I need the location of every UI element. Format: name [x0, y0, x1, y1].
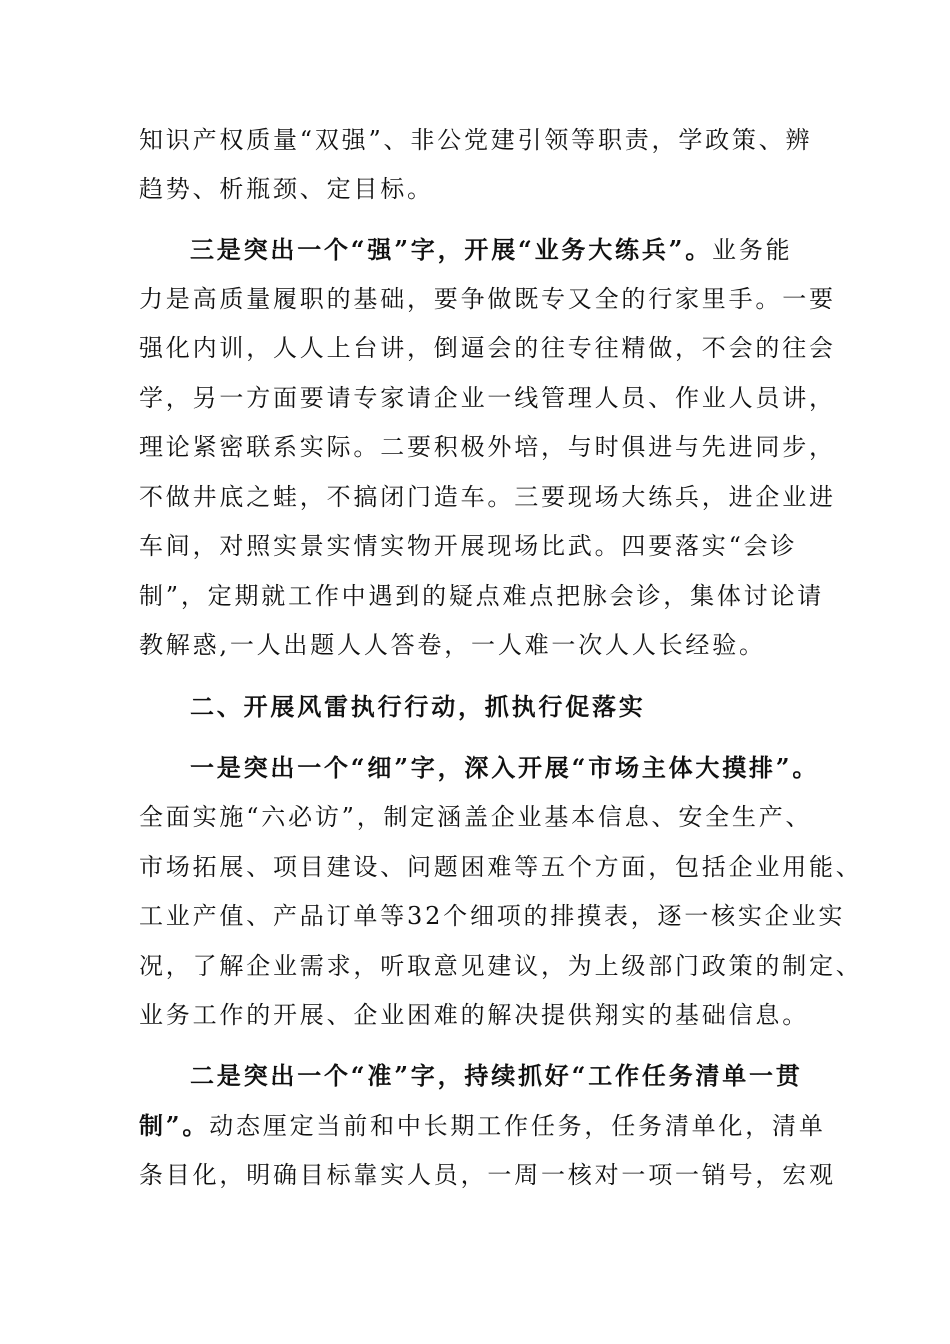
text-line [139, 579, 839, 613]
text-line [139, 480, 839, 514]
text-line [139, 850, 863, 884]
text-line [139, 998, 839, 1032]
text-line [139, 628, 839, 662]
text-line [139, 430, 839, 464]
text-line [190, 1059, 840, 1093]
text-run: 学，另一方面要请专家请企业一线管理人员、作业人员讲， [139, 384, 836, 412]
text-line [139, 800, 839, 834]
text-line [190, 751, 840, 785]
text-run: 业务能 [712, 236, 793, 264]
text-run: 况，了解企业需求，听取意见建议，为上级部门政策的制定、 [139, 952, 863, 980]
text-run: 趋势、析瓶颈、定目标。 [139, 175, 434, 203]
bold-heading-run: 一是突出一个“细”字，深入开展“市场主体大摸排”。 [190, 753, 820, 782]
text-line [139, 1109, 839, 1143]
text-run: 动态厘定当前和中长期工作任务，任务清单化，清单 [209, 1112, 826, 1140]
text-line [139, 1158, 839, 1192]
text-run: 理论紧密联系实际。二要积极外培，与时俱进与先进同步， [139, 433, 836, 461]
text-line [139, 123, 839, 157]
text-line [139, 529, 839, 563]
text-line [139, 949, 863, 983]
text-run: 全面实施“六必访”，制定涵盖企业基本信息、安全生产、 [139, 803, 813, 831]
text-line [139, 172, 839, 206]
bold-heading-run: 二、开展风雷执行行动，抓执行促落实 [190, 692, 646, 721]
text-run: 车间，对照实景实情实物开展现场比武。四要落实“会诊 [139, 532, 798, 560]
text-run: 条目化，明确目标靠实人员，一周一核对一项一销号，宏观 [139, 1161, 836, 1189]
bold-heading-run: 制”。 [139, 1111, 210, 1140]
text-line [139, 282, 839, 316]
text-run: 市场拓展、项目建设、问题困难等五个方面，包括企业用能、 [139, 853, 863, 881]
text-run: 工业产值、产品订单等32个细项的排摸表，逐一核实企业实 [139, 902, 846, 930]
text-line [139, 899, 846, 933]
text-line [190, 233, 840, 267]
section-heading [190, 690, 840, 724]
text-run: 制”，定期就工作中遇到的疑点难点把脉会诊，集体讨论请 [139, 582, 825, 610]
text-line [139, 381, 839, 415]
text-run: 业务工作的开展、企业困难的解决提供翔实的基础信息。 [139, 1001, 809, 1029]
text-run: 教解惑,一人出题人人答卷，一人难一次人人长经验。 [139, 631, 766, 659]
text-line [139, 331, 839, 365]
text-run: 不做井底之蛙，不搞闭门造车。三要现场大练兵，进企业进 [139, 483, 836, 511]
text-run: 知识产权质量“双强”、非公党建引领等职责，学政策、辨 [139, 126, 813, 154]
bold-heading-run: 二是突出一个“准”字，持续抓好“工作任务清单一贯 [190, 1061, 803, 1090]
text-run: 强化内训，人人上台讲，倒逼会的往专往精做，不会的往会 [139, 334, 836, 362]
bold-heading-run: 三是突出一个“强”字，开展“业务大练兵”。 [190, 235, 713, 264]
text-run: 力是高质量履职的基础，要争做既专又全的行家里手。一要 [139, 285, 836, 313]
